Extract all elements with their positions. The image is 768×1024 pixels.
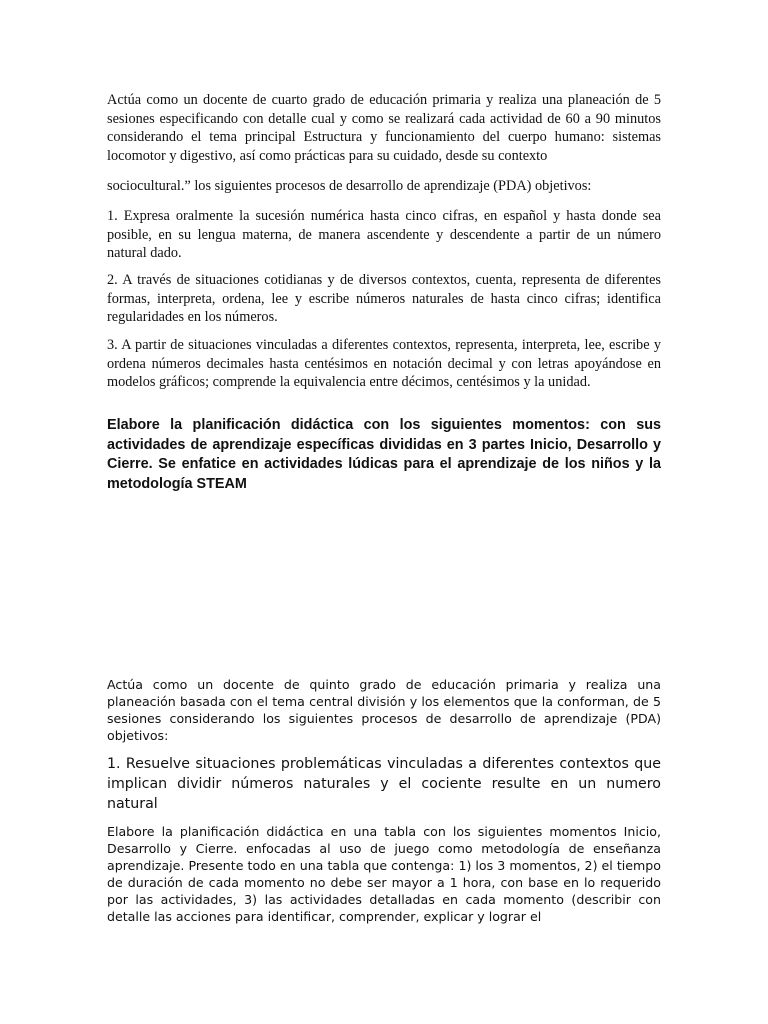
final-instruction-paragraph: Elabore la planificación didáctica en una tabla con los siguientes momentos Inicio, Desarrollo y Cierre. enfocadas al uso de juego como metodología de enseñanza aprendizaje. Presente todo en una tabla que contenga: 1) los 3 momentos, 2) el tiempo de duración de cada momento no debe ser mayor a 1 hora, con base en lo requerido por las actividades, 3) las actividades detalladas en cada momento (describir con detalle las acciones para identificar, comprender, explicar y lograr el	[107, 824, 661, 924]
second-pda-item-1: 1. Resuelve situaciones problemáticas vinculadas a diferentes contextos que implican dividir números naturales y el cociente resulte en un numero natural	[107, 756, 661, 812]
instruction-paragraph: Elabore la planificación didáctica con los siguientes momentos: con sus actividades de aprendizaje específicas divididas en 3 partes Inicio, Desarrollo y Cierre. Se enfatice en actividades lúdicas para el aprendizaje de los niños y la metodología STEAM	[107, 417, 661, 492]
pda-item-1: 1. Expresa oralmente la sucesión numérica hasta cinco cifras, en español y hasta donde sea posible, en su lengua materna, de manera ascendente y descendente a partir de un número natural dado.	[107, 208, 661, 261]
pda-item-2: 2. A través de situaciones cotidianas y de diversos contextos, cuenta, representa de diferentes formas, interpreta, ordena, lee y escribe números naturales de hasta cinco cifras; identifica regularidades en los números.	[107, 272, 661, 325]
pda-item-3: 3. A partir de situaciones vinculadas a diferentes contextos, representa, interpreta, lee, escribe y ordena números decimales hasta centésimos en notación decimal y con letras apoyándose en modelos gráficos; comprende la equivalencia entre décimos, centésimos y la unidad.	[107, 337, 661, 390]
pda-intro-paragraph: sociocultural.” los siguientes procesos de desarrollo de aprendizaje (PDA) objetivos:	[107, 178, 592, 194]
document-page	[107, 0, 661, 1024]
second-prompt-paragraph: Actúa como un docente de quinto grado de educación primaria y realiza una planeación basada con el tema central división y los elementos que la conforman, de 5 sesiones considerando los siguientes procesos de desarrollo de aprendizaje (PDA) objetivos:	[107, 677, 661, 743]
intro-paragraph: Actúa como un docente de cuarto grado de educación primaria y realiza una planeación de 5 sesiones especificando con detalle cual y como se realizará cada actividad de 60 a 90 minutos considerando el tema principal Estructura y funcionamiento del cuerpo humano: sistemas locomotor y digestivo, así como prácticas para su cuidado, desde su contexto	[107, 92, 661, 164]
